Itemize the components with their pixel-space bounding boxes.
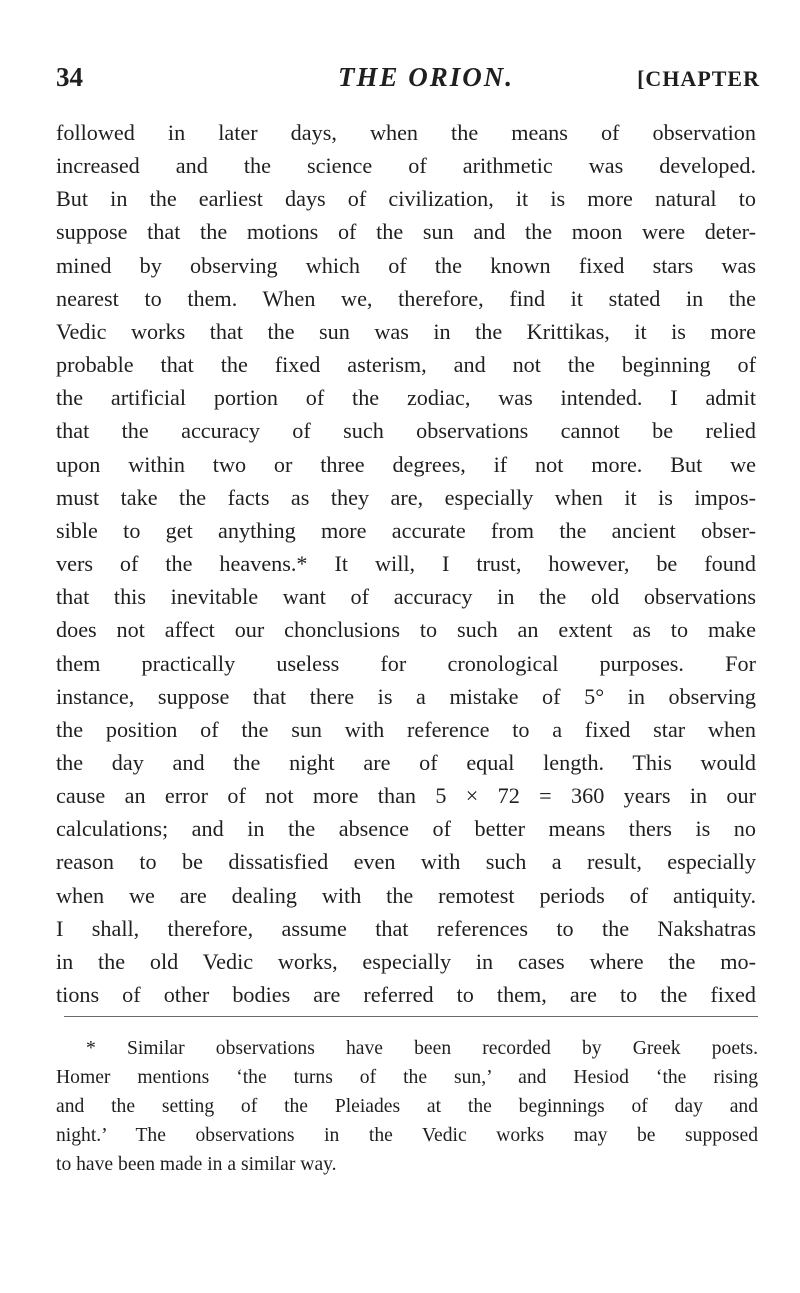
body-paragraph [56, 116, 756, 1011]
body-line: that this inevitable want of accuracy in the old observations [56, 584, 756, 610]
body-line: instance, suppose that there is a mistake of 5° in observing [56, 683, 756, 709]
body-line: mined by observing which of the known fixed stars was [56, 252, 756, 278]
body-line: the artificial portion of the zodiac, was intended. I admit [56, 385, 756, 411]
body-line: sible to get anything more accurate from the ancient obser- [56, 517, 756, 543]
running-title: THE ORION. [337, 62, 514, 92]
footnote-line: night.’ The observations in the Vedic works may be supposed [56, 1125, 758, 1146]
body-line: does not affect our chonclusions to such an extent as to make [56, 617, 756, 643]
body-line: upon within two or three degrees, if not more. But we [56, 451, 756, 477]
page-number: 34 [56, 62, 83, 92]
body-line: must take the facts as they are, especially when it is impos- [56, 484, 756, 510]
body-line: vers of the heavens.* It will, I trust, however, be found [56, 551, 756, 577]
body-line: calculations; and in the absence of better means thers is no [56, 816, 756, 842]
body-line: increased and the science of arithmetic was developed. [56, 153, 756, 179]
footnote-divider [64, 1016, 758, 1017]
body-line: when we are dealing with the remotest periods of antiquity. [56, 882, 756, 908]
body-line: the position of the sun with reference to a fixed star when [56, 716, 756, 742]
body-line: reason to be dissatisfied even with such a result, especially [56, 849, 756, 875]
footnote [56, 1034, 758, 1179]
body-line: But in the earliest days of civilization, it is more natural to [56, 186, 756, 212]
body-line: I shall, therefore, assume that references to the Nakshatras [56, 915, 756, 941]
body-line: suppose that the motions of the sun and the moon were deter- [56, 219, 756, 245]
body-line: followed in later days, when the means of observation [56, 120, 756, 145]
footnote-line: * Similar observations have been recorded by Greek poets. [86, 1038, 758, 1059]
running-head [56, 62, 760, 102]
body-line: tions of other bodies are referred to them, are to the fixed [56, 982, 756, 1008]
body-line: Vedic works that the sun was in the Krittikas, it is more [56, 318, 756, 344]
chapter-label: [CHAPTER [637, 66, 760, 91]
body-line: cause an error of not more than 5 × 72 = 360 years in our [56, 783, 756, 809]
body-line: probable that the fixed asterism, and not the beginning of [56, 352, 756, 378]
body-line: in the old Vedic works, especially in cases where the mo- [56, 948, 756, 974]
footnote-line: Homer mentions ‘the turns of the sun,’ and Hesiod ‘the rising [56, 1067, 758, 1088]
body-line: nearest to them. When we, therefore, find it stated in the [56, 285, 756, 311]
body-line: that the accuracy of such observations cannot be relied [56, 418, 756, 444]
footnote-line: to have been made in a similar way. [56, 1154, 337, 1175]
footnote-line: and the setting of the Pleiades at the beginnings of day and [56, 1096, 758, 1117]
body-line: the day and the night are of equal length. This would [56, 749, 756, 775]
body-line: them practically useless for cronological purposes. For [56, 650, 756, 676]
